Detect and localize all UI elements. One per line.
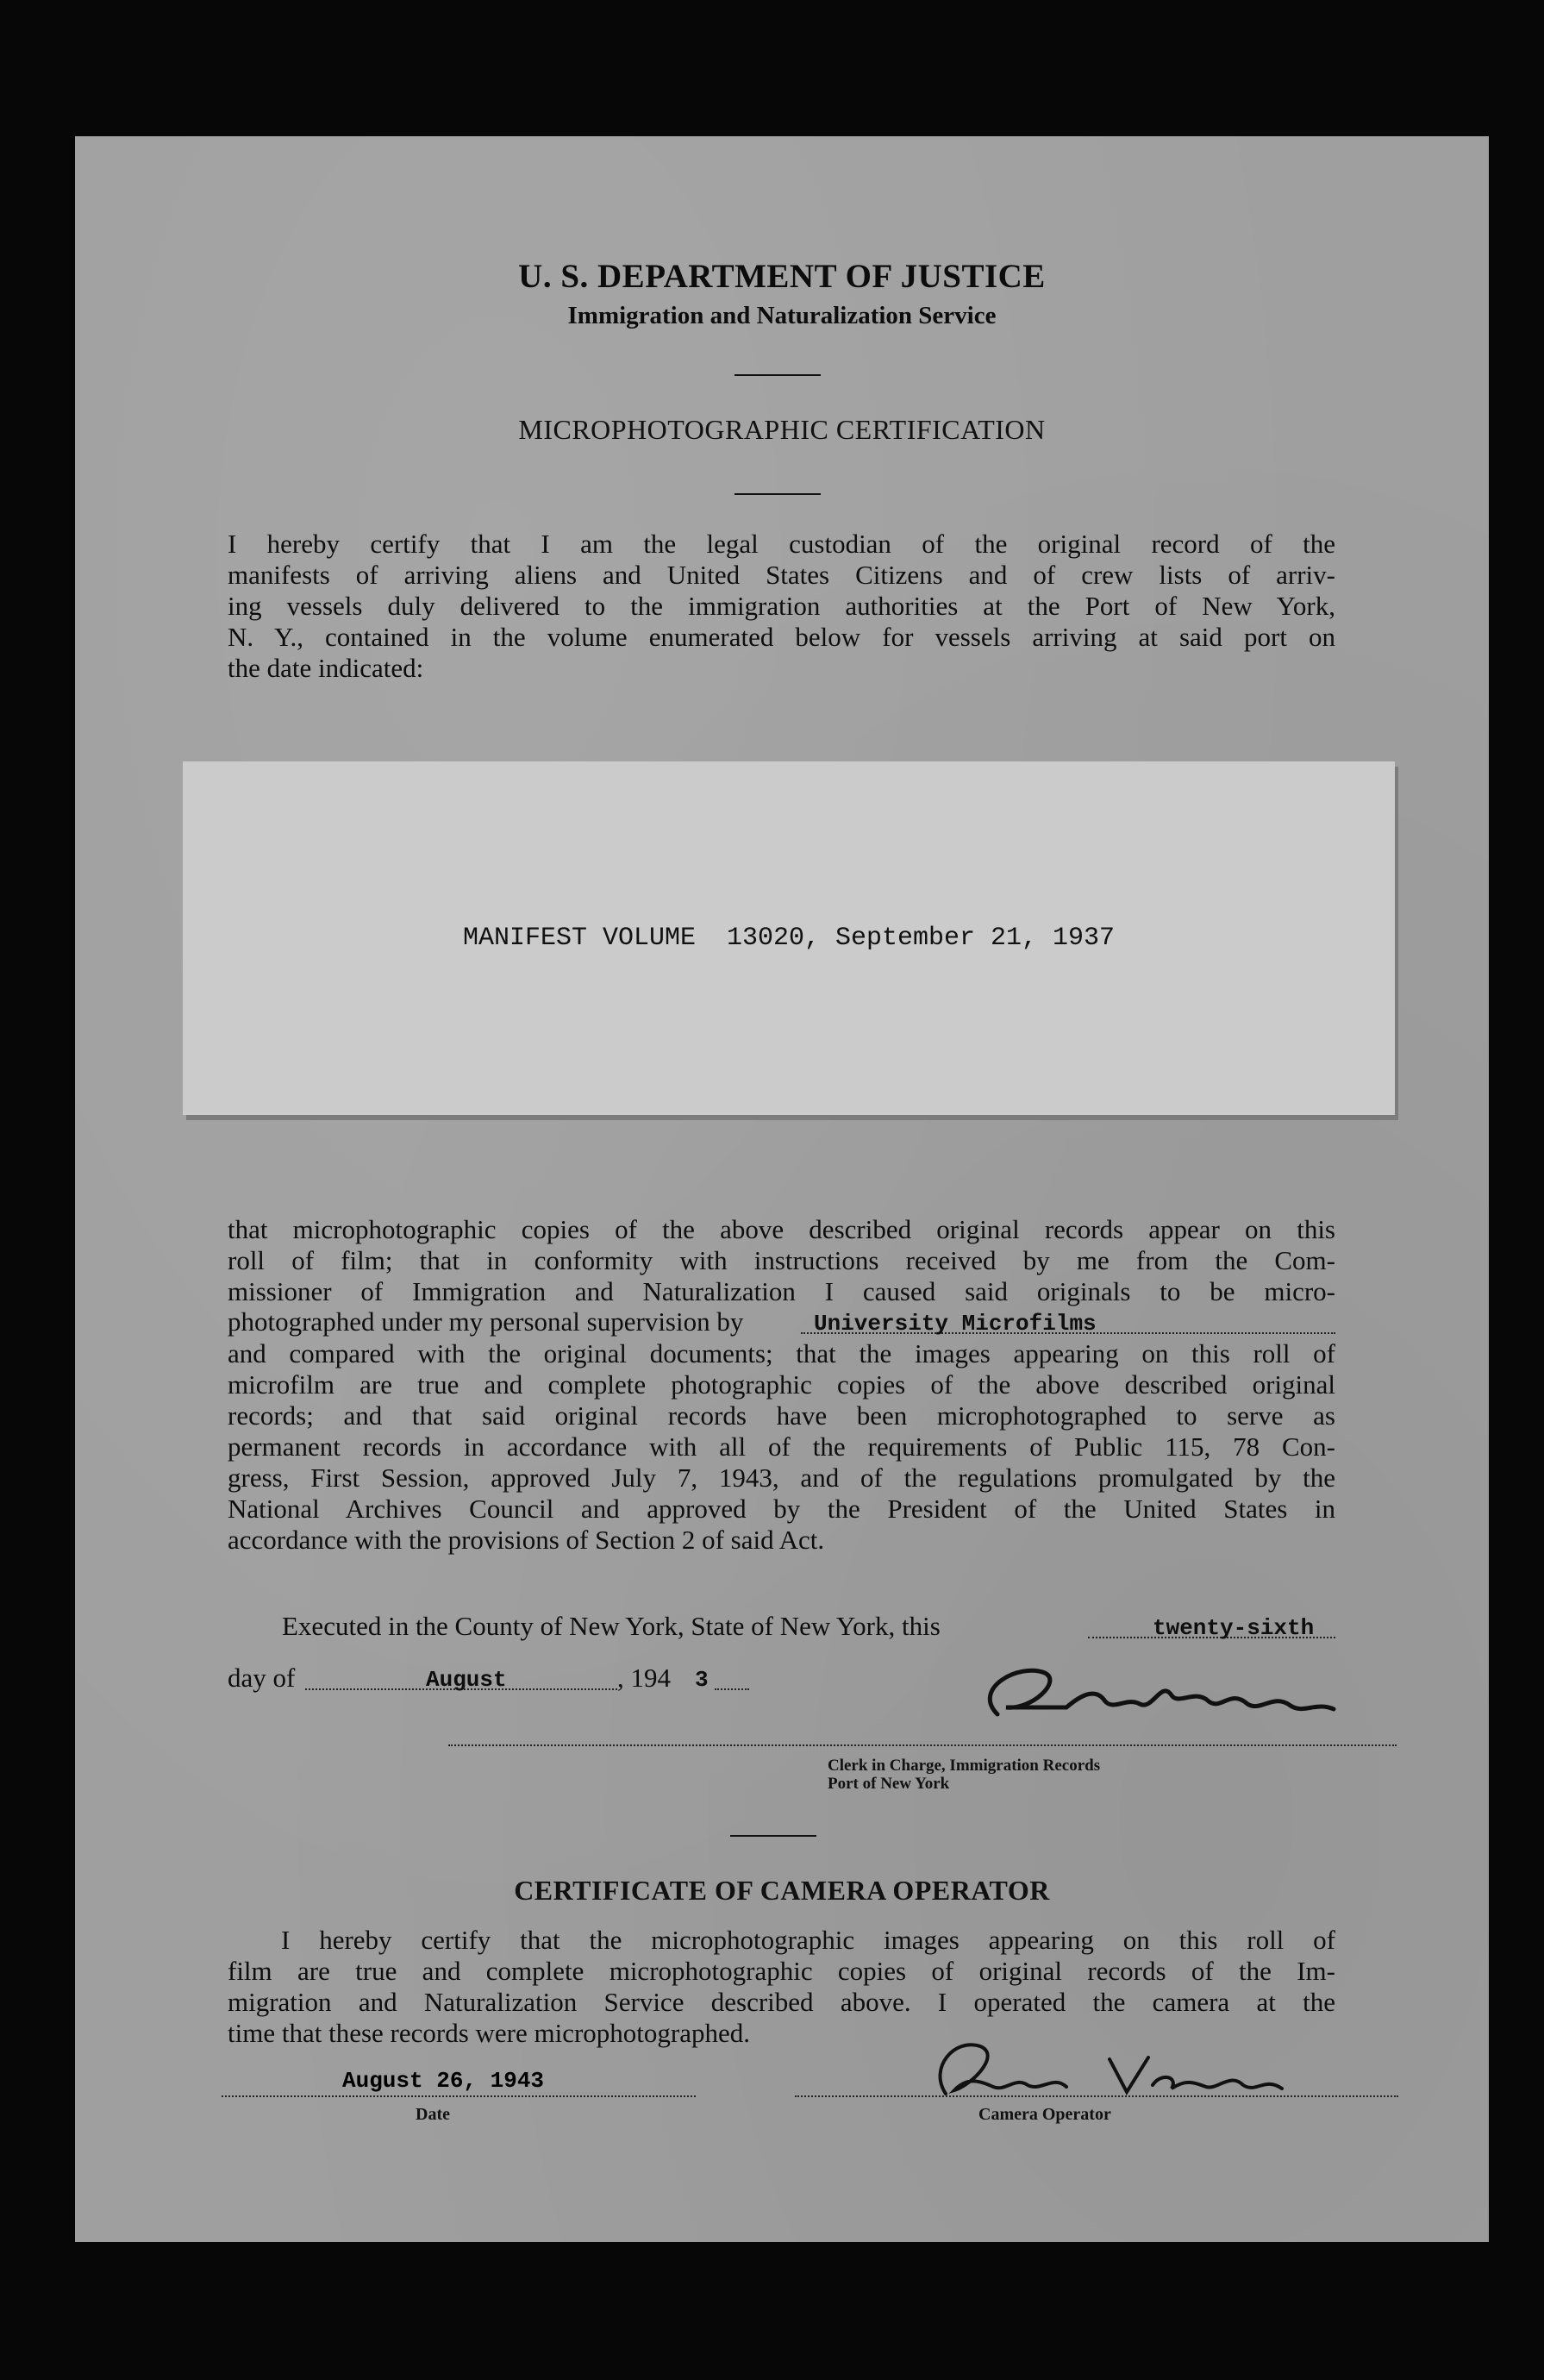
clerk-port: Port of New York [828,1775,950,1793]
body-paragraph-a [228,1214,1335,1307]
camera-date-label: Date [416,2105,450,2124]
intro-line: N. Y., contained in the volume enumerated below for vessels arriving at said port on [228,622,1335,652]
body-line: missioner of Immigration and Naturalization I caused said originals to be micro- [228,1276,1335,1306]
body-line: microfilm are true and complete photographic copies of the above described original [228,1369,1335,1400]
body-line: accordance with the provisions of Section 2 of said Act. [228,1525,825,1555]
camera-date-line [222,2095,696,2097]
executed-prefix: Executed in the County of New York, State of New York, this [282,1611,941,1641]
camera-line: migration and Naturalization Service described above. I operated the camera at the [228,1987,1335,2017]
camera-paragraph [228,1925,1335,2049]
body-paragraph-b [228,1338,1335,1556]
day-value: twenty-sixth [1153,1615,1315,1641]
body-line: gress, First Session, approved July 7, 1943, and of the regulations promulgated by the [228,1462,1335,1493]
executed-line [282,1611,1335,1645]
department-heading: U. S. DEPARTMENT OF JUSTICE [518,258,1046,295]
body-line: records; and that said original records have been microphotographed to serve as [228,1400,1335,1431]
intro-line: manifests of arriving aliens and United States Citizens and of crew lists of arriv- [228,560,1335,590]
clerk-signature-line [448,1744,1397,1746]
divider-mid [734,493,821,495]
intro-line: the date indicated: [228,653,424,683]
body-line: permanent records in accordance with all of the requirements of Public 115, 78 Con- [228,1431,1335,1462]
divider-top [734,374,821,376]
camera-certificate-title: CERTIFICATE OF CAMERA OPERATOR [514,1875,1050,1906]
service-subheading: Immigration and Naturalization Service [567,302,997,329]
intro-line: ing vessels duly delivered to the immigration authorities at the Port of New York, [228,591,1335,621]
month-value: August [426,1667,507,1693]
year-prefix: , 194 [617,1663,671,1693]
day-of-line [228,1663,831,1697]
body-line: and compared with the original documents; that the images appearing on this roll of [228,1338,1335,1368]
year-value: 3 [695,1667,709,1693]
camera-line: I hereby certify that the microphotographic images appearing on this roll of [281,1925,1335,1955]
volume-slip-text: MANIFEST VOLUME 13020, September 21, 1937 [462,924,1116,953]
day-of-label: day of [228,1663,296,1693]
camera-line: film are true and complete microphotographic copies of original records of the Im- [228,1956,1335,1986]
volume-slip [183,761,1395,1115]
camera-operator-line [795,2095,1398,2097]
clerk-signature [868,1654,1420,1723]
year-dotted-line [715,1688,749,1690]
intro-paragraph [228,529,1335,684]
clerk-title: Clerk in Charge, Immigration Records [828,1757,1101,1775]
camera-operator-signature [851,2033,1368,2102]
divider-bottom [730,1835,816,1837]
supervision-value: University Microfilms [814,1311,1097,1337]
camera-date-value: August 26, 1943 [342,2068,545,2094]
certification-title: MICROPHOTOGRAPHIC CERTIFICATION [518,414,1046,445]
body-line: that microphotographic copies of the above described original records appear on this [228,1214,1335,1244]
supervision-prefix: photographed under my personal supervision by [228,1306,744,1337]
intro-line: I hereby certify that I am the legal custodian of the original record of the [228,529,1335,559]
body-line: roll of film; that in conformity with instructions received by me from the Com- [228,1245,1335,1275]
supervision-line [228,1306,1335,1337]
camera-operator-label: Camera Operator [978,2105,1111,2124]
body-line: National Archives Council and approved by the President of the United States in [228,1494,1335,1524]
camera-line: time that these records were microphotographed. [228,2018,750,2048]
certificate-sheet [75,136,1489,2242]
